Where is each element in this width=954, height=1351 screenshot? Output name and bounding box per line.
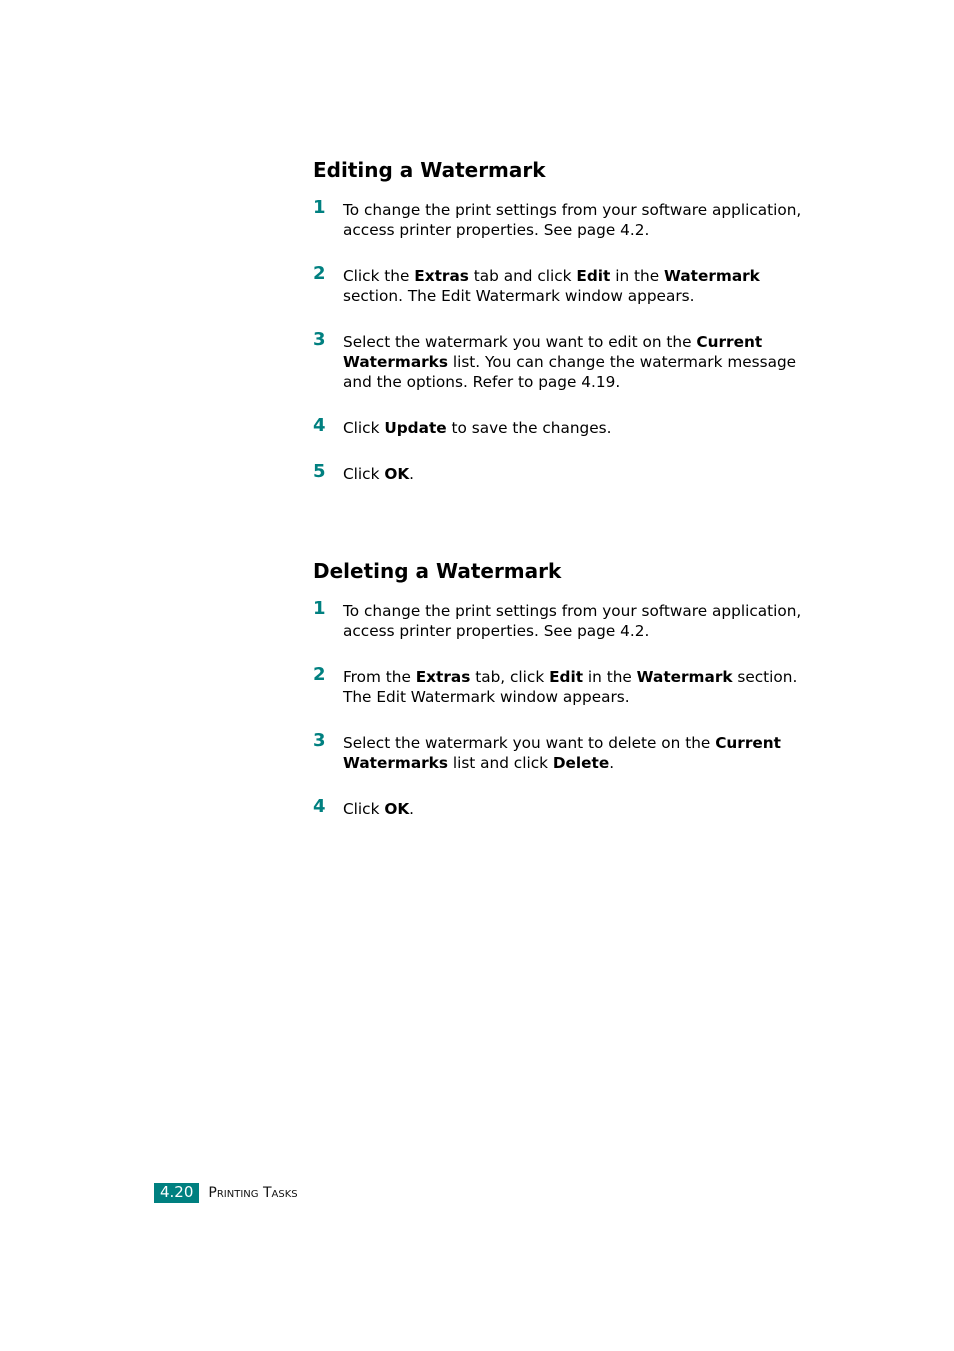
step-item [313, 796, 813, 819]
step-text-bold: Edit [549, 668, 584, 686]
step-text-bold: Current Watermarks [343, 734, 781, 772]
step-item [313, 664, 813, 707]
step-text: . [609, 754, 615, 772]
step-number: 3 [313, 329, 326, 350]
step-text: To change the print settings from your software application, access printer properties. See page 4.2. [343, 602, 802, 640]
step-text-bold: Edit [576, 267, 611, 285]
step-text: tab, click [470, 668, 550, 686]
step-text: Click [343, 800, 385, 818]
step-text-bold: Current Watermarks [343, 333, 763, 371]
step-text: to save the changes. [446, 419, 612, 437]
step-item [313, 415, 813, 438]
step-number: 2 [313, 664, 326, 685]
step-list [313, 197, 813, 484]
step-text: Select the watermark you want to delete on the [343, 734, 716, 752]
step-number: 4 [313, 796, 326, 817]
step-item [313, 329, 813, 392]
step-text-bold: Extras [414, 267, 469, 285]
step-text-bold: Update [384, 419, 447, 437]
step-text: tab and click [468, 267, 577, 285]
step-item [313, 730, 813, 773]
step-text-bold: OK [384, 800, 410, 818]
step-text-bold: OK [384, 465, 410, 483]
step-number: 3 [313, 730, 326, 751]
step-text: . [409, 465, 415, 483]
step-text: section. The Edit Watermark window appears. [343, 287, 695, 305]
step-text: Select the watermark you want to edit on the [343, 333, 697, 351]
section-editing-watermark [313, 158, 813, 510]
step-text: Click [343, 465, 385, 483]
step-number: 2 [313, 263, 326, 284]
step-text: . [409, 800, 415, 818]
step-text: To change the print settings from your software application, access printer properties. See page 4.2. [343, 201, 802, 239]
step-number: 1 [313, 598, 326, 619]
step-text: in the [583, 668, 637, 686]
step-item [313, 461, 813, 484]
step-text: Click the [343, 267, 415, 285]
step-text-bold: Delete [552, 754, 610, 772]
step-text: section. The Edit Watermark window appears. [343, 668, 798, 706]
section-deleting-watermark [313, 559, 813, 845]
page-footer [154, 1183, 298, 1203]
chapter-title: Printing Tasks [208, 1185, 298, 1201]
step-text: in the [610, 267, 664, 285]
step-number: 1 [313, 197, 326, 218]
step-number: 5 [313, 461, 326, 482]
section-heading: Deleting a Watermark [313, 559, 562, 583]
step-text-bold: Extras [415, 668, 471, 686]
step-text: From the [343, 668, 416, 686]
step-text: list. You can change the watermark message and the options. Refer to page 4.19. [343, 353, 797, 391]
step-text-bold: Watermark [664, 267, 760, 285]
section-heading: Editing a Watermark [313, 158, 546, 182]
step-text: Click [343, 419, 385, 437]
step-item [313, 197, 813, 240]
step-number: 4 [313, 415, 326, 436]
step-item [313, 263, 813, 306]
step-text-bold: Watermark [636, 668, 733, 686]
step-item [313, 598, 813, 641]
page-number: 4.20 [154, 1183, 199, 1203]
step-text: list and click [447, 754, 553, 772]
step-list [313, 598, 813, 819]
